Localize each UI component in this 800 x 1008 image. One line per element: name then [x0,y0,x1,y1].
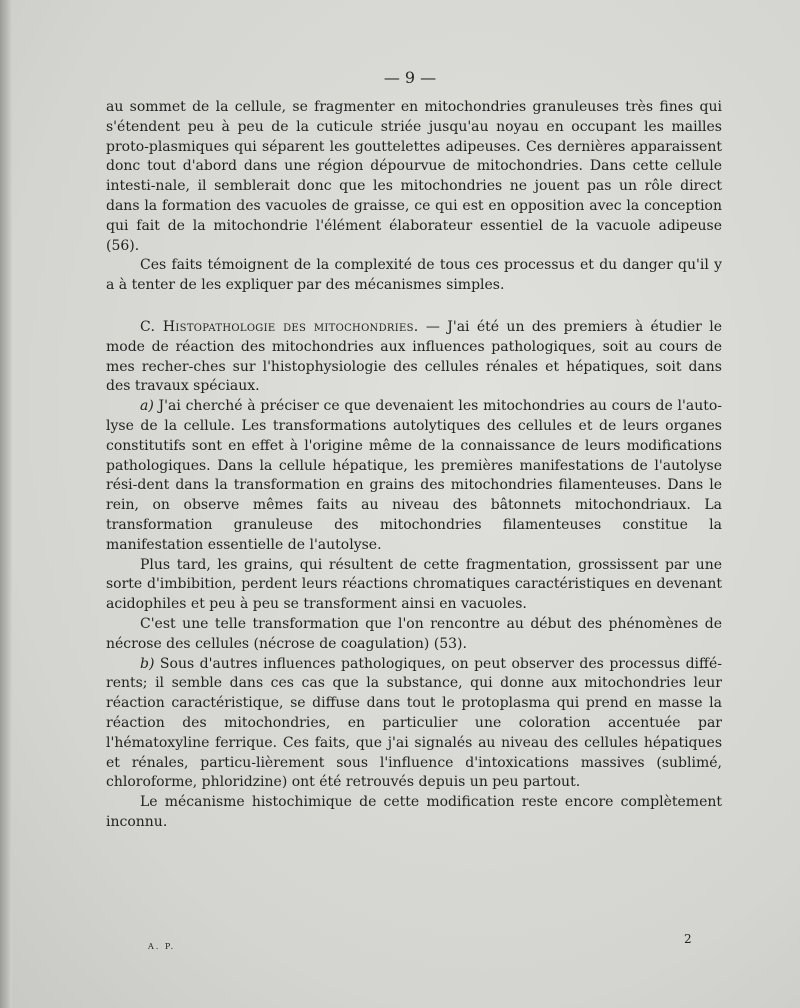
page-number: — 9 — [383,68,437,87]
footer-signature: A. P. [148,942,176,951]
item-b-marker: b) [140,655,155,672]
section-c-text: — J'ai été un des premiers à étudier le mode de réaction des mitochondries aux influences pathologiques, soit au cours de mes recher-ches sur l'histophysiologie des cellules rénales et hépatiques, soit dans des travaux spéciaux. [106,318,722,395]
item-b-text: Sous d'autres influences pathologiques, on peut observer des processus diffé-rents; il semble dans ces cas que la substance, qui donne aux mitochondries leur réaction caractéristique, se diffuse dans tout le protoplasma qui prend en masse la réaction des mitochondries, en particulier une coloration accentuée par l'hématoxyline ferrique. Ces faits, que j'ai signalés au niveau des cellules hépatiques et rénales, particu-lièrement sous l'influence d'intoxications massives (sublimé, chloroforme, phloridzine) ont été retrouvés depuis un peu partout. [106,655,722,791]
footer-sheet-number: 2 [684,932,692,946]
paragraph-grains: Plus tard, les grains, qui résultent de cette fragmentation, grossissent par une sorte d'imbibition, perdent leurs réactions chromatiques caractéristiques en devenant acidophiles et peu à peu se transforment ainsi en vacuoles. [106,556,722,613]
paragraph-complexity: Ces faits témoignent de la complexité de tous ces processus et du danger qu'il y a à tenter de les expliquer par des mécanismes simples. [106,257,722,294]
body-text [106,98,722,833]
item-a-marker: a) [140,398,154,415]
paragraph-necrose: C'est une telle transformation que l'on rencontre au début des phénomènes de nécrose des cellules (nécrose de coagulation) (53). [106,615,722,652]
section-c-heading: C. Histopathologie des mitochondries. [140,318,419,335]
item-b-paragraph [106,655,722,794]
page-edge-shadow [0,0,12,1008]
paragraph-final: Le mécanisme histochimique de cette modification reste encore complètement inconnu. [106,794,722,830]
paragraph-continuation: au sommet de la cellule, se fragmenter en mitochondries granuleuses très fines qui s'étendent peu à peu de la cuticule striée jusqu'au noyau en occupant les mailles proto-plasmiques qui séparent les gouttelettes adipeuses. Ces dernières apparaissent donc tout d'abord dans une région dépourvue de mitochondries. Dans cette cellule intesti-nale, il semblerait donc que les mitochondries ne jouent pas un rôle direct dans la formation des vacuoles de graisse, ce qui est en opposition avec la conception qui fait de la mitochondrie l'élément élaborateur essentiel de la vacuole adipeuse (56). [106,99,722,254]
item-a-paragraph [106,397,722,555]
item-a-text: J'ai cherché à préciser ce que devenaient les mitochondries au cours de l'auto-lyse de la cellule. Les transformations autolytiques des cellules et de leurs organes constitutifs sont en effet à l'origine même de la connaissance de leurs modifications pathologiques. Dans la cellule hépatique, les premières manifestations de l'autolyse rési-dent dans la transformation en grains des mitochondries filamenteuses. Dans le rein, on observe mêmes faits au niveau des bâtonnets mitochondriaux. La transformation granuleuse des mitochondries filamenteuses constitue la manifestation essentielle de l'autolyse. [106,398,722,553]
section-c-paragraph [106,318,722,397]
